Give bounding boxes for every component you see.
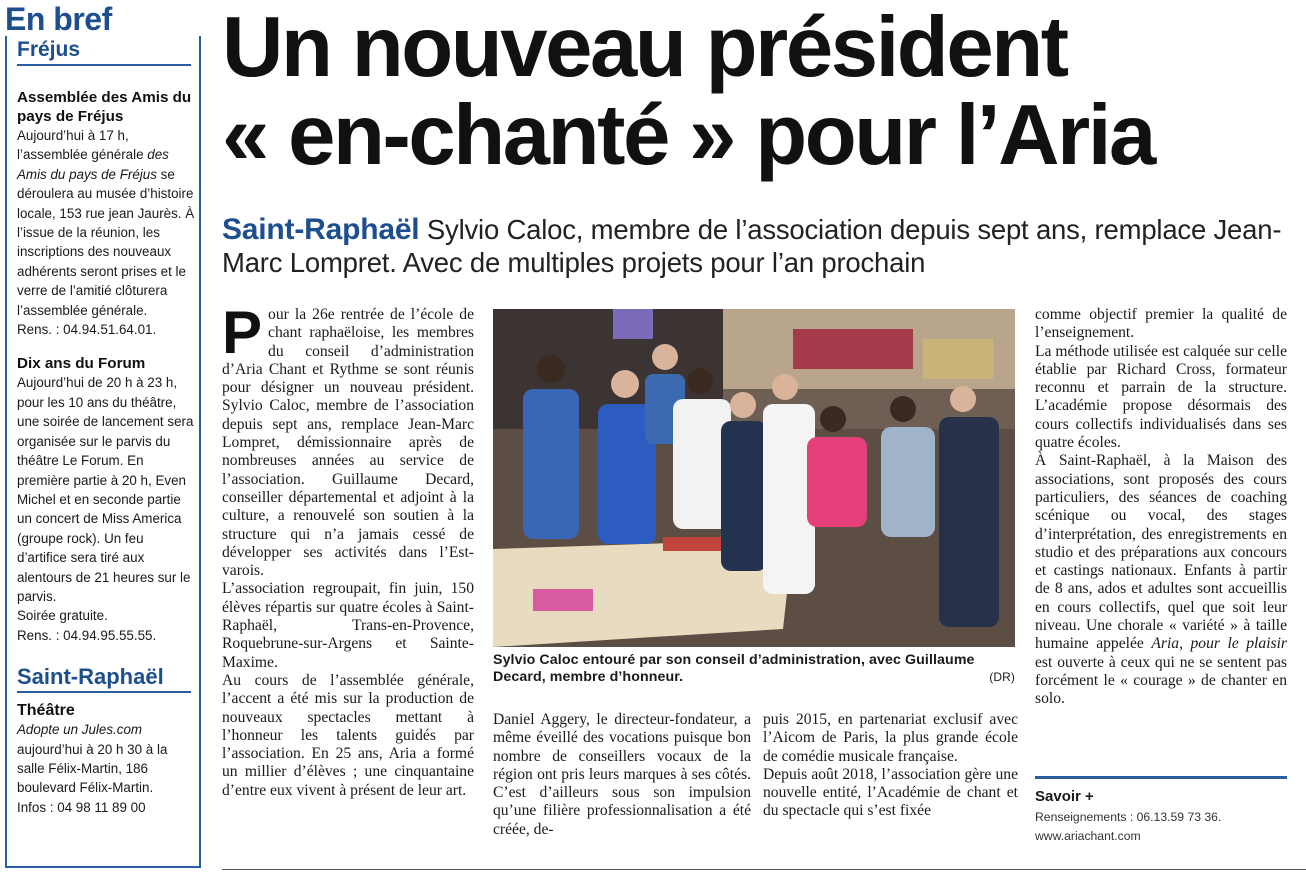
paragraph: puis 2015, en partenariat exclusif avec l’Aicom de Paris, la plus grande école de comédie musicale française. [763, 711, 1018, 765]
brief-rens: Rens. : 04.94.51.64.01. [17, 322, 157, 338]
savoir-website-link[interactable]: www.ariachant.com [1035, 829, 1141, 843]
article-deck [222, 213, 1306, 279]
brief-text: Aujourd’hui à 17 h, l’assemblée générale des Amis du pays de Fréjus se déroulera au musée d’histoire locale, 153 rue jean Jaurès. À l’issue de la réunion, les inscriptions des nouveaux adhérents seront prises et le verre de l’amitié clôturera l’assemblée générale. [17, 128, 195, 318]
page-bottom-rule [222, 869, 1306, 870]
brief-text: aujourd’hui à 20 h 30 à la salle Félix-Martin, 186 boulevard Félix-Martin. [17, 741, 168, 796]
group-photo [493, 309, 1015, 647]
deck-place: Saint-Raphaël [222, 213, 420, 246]
sidebar-city-saint-raphael: Saint-Raphaël [17, 663, 191, 693]
brief-sidebar [5, 36, 201, 868]
paragraph: La méthode utilisée est calquée sur celle établie par Richard Cross, formateur reconnu et parrain de la structure. L’académie propose désormais des cours collectifs individualisés dans ses quatre écoles. [1035, 342, 1287, 452]
brief-item-assemblee [17, 88, 199, 339]
article-column-1 [222, 299, 474, 800]
brief-show-title: Adopte un Jules.com [17, 722, 143, 738]
article-headline [222, 0, 1306, 183]
brief-title: Dix ans du Forum [17, 355, 146, 373]
article-column-2 [493, 711, 751, 839]
brief-rens: Rens. : 04.94.95.55.55. [17, 627, 157, 643]
brief-extra: Soirée gratuite. [17, 608, 108, 624]
paragraph: L’association regroupait, fin juin, 150 élèves répartis sur quatre écoles à Saint-Raphaël, Trans-en-Provence, Roquebrune-sur-Argens et Sainte-Maxime. [222, 580, 474, 671]
brief-item-theatre [17, 701, 199, 817]
photo-credit: (DR) [989, 670, 1015, 684]
paragraph: Daniel Aggery, le directeur-fondateur, a même éveillé des vocations puisque bon nombre de conseillers vocaux de la région ont pris leurs marques à ses côtés. C’est d’ailleurs sous son impulsion qu’une filière professionnalisation a été créée, de- [493, 711, 751, 838]
brief-item-forum [17, 354, 199, 645]
headline-line-1: Un nouveau président [222, 0, 1067, 95]
photo-caption: Sylvio Caloc entouré par son conseil d’administration, avec Guillaume Decard, membre d’honneur. (DR) [493, 652, 1015, 685]
brief-text: Aujourd’hui de 20 h à 23 h, pour les 10 ans du théâtre, une soirée de lancement sera organisée sur le parvis du théâtre Le Forum. En première partie à 20 h, Even Michel et en seconde partie un concert de Miss America (groupe rock). Un feu d’artifice sera tiré aux alentours de 21 heures sur le parvis. [17, 375, 194, 604]
paragraph: comme objectif premier la qualité de l’enseignement. [1035, 306, 1287, 342]
brief-infos: Infos : 04 98 11 89 00 [17, 799, 146, 815]
article-column-3 [763, 711, 1018, 821]
paragraph: Depuis août 2018, l’association gère une nouvelle entité, l’Académie de chant et du spectacle qui s’est fixée [763, 765, 1018, 820]
paragraph: our la 26e rentrée de l’école de chant raphaëloise, les membres du conseil d’administration d’Aria Chant et Rythme se sont réunis pour désigner un nouveau président. Sylvio Caloc, membre de l’association depuis sept ans, remplace Jean-Marc Lompret, démissionnaire après de nombreuses années au service de l’association. Guillaume Decard, conseiller départemental et adjoint à la culture, a renouvelé son soutien à la structure qui n’a jamais cessé de développer ses activités dans l’Est-varois. [222, 306, 474, 580]
brief-title: Théâtre [17, 702, 75, 720]
paragraph: Au cours de l’assemblée générale, l’accent a été mis sur la production de nouveaux spectacles mettant à l’honneur les talents guidés par l’association. En 25 ans, Aria a formé un millier d’élèves ; une cinquantaine d’entre eux vivent à présent de leur art. [222, 671, 474, 799]
savoir-phone: Renseignements : 06.13.59 73 36. [1035, 810, 1222, 824]
en-bref-header: En bref [5, 1, 112, 37]
deck-text: Sylvio Caloc, membre de l’association depuis sept ans, remplace Jean-Marc Lompret. Avec de multiples projets pour l’an prochain [222, 214, 1282, 278]
photo-illustration [493, 309, 1015, 647]
paragraph: À Saint-Raphaël, à la Maison des associations, sont proposés des cours particuliers, des séances de coaching scénique ou vocal, des stages d’interprétation, des enregistrements en studio et des préparations aux concours et castings nationaux. Enfants à partir de 8 ans, ados et adultes sont accueillis en cours collectifs, quel que soit leur niveau. Une chorale « variété » à taille humaine appelée Aria, pour le plaisir est ouverte à ceux qui ne se sentent pas forcément le « courage » de chanter en solo. [1035, 452, 1287, 708]
article-column-4 [1035, 306, 1287, 709]
drop-cap: P [222, 299, 263, 366]
savoir-title: Savoir + [1035, 788, 1094, 805]
sidebar-city-frejus: Fréjus [17, 36, 191, 66]
headline-line-2: « en-chanté » pour l’Aria [222, 88, 1154, 183]
brief-title: Assemblée des Amis du pays de Fréjus [17, 89, 192, 125]
savoir-divider [1035, 776, 1287, 779]
